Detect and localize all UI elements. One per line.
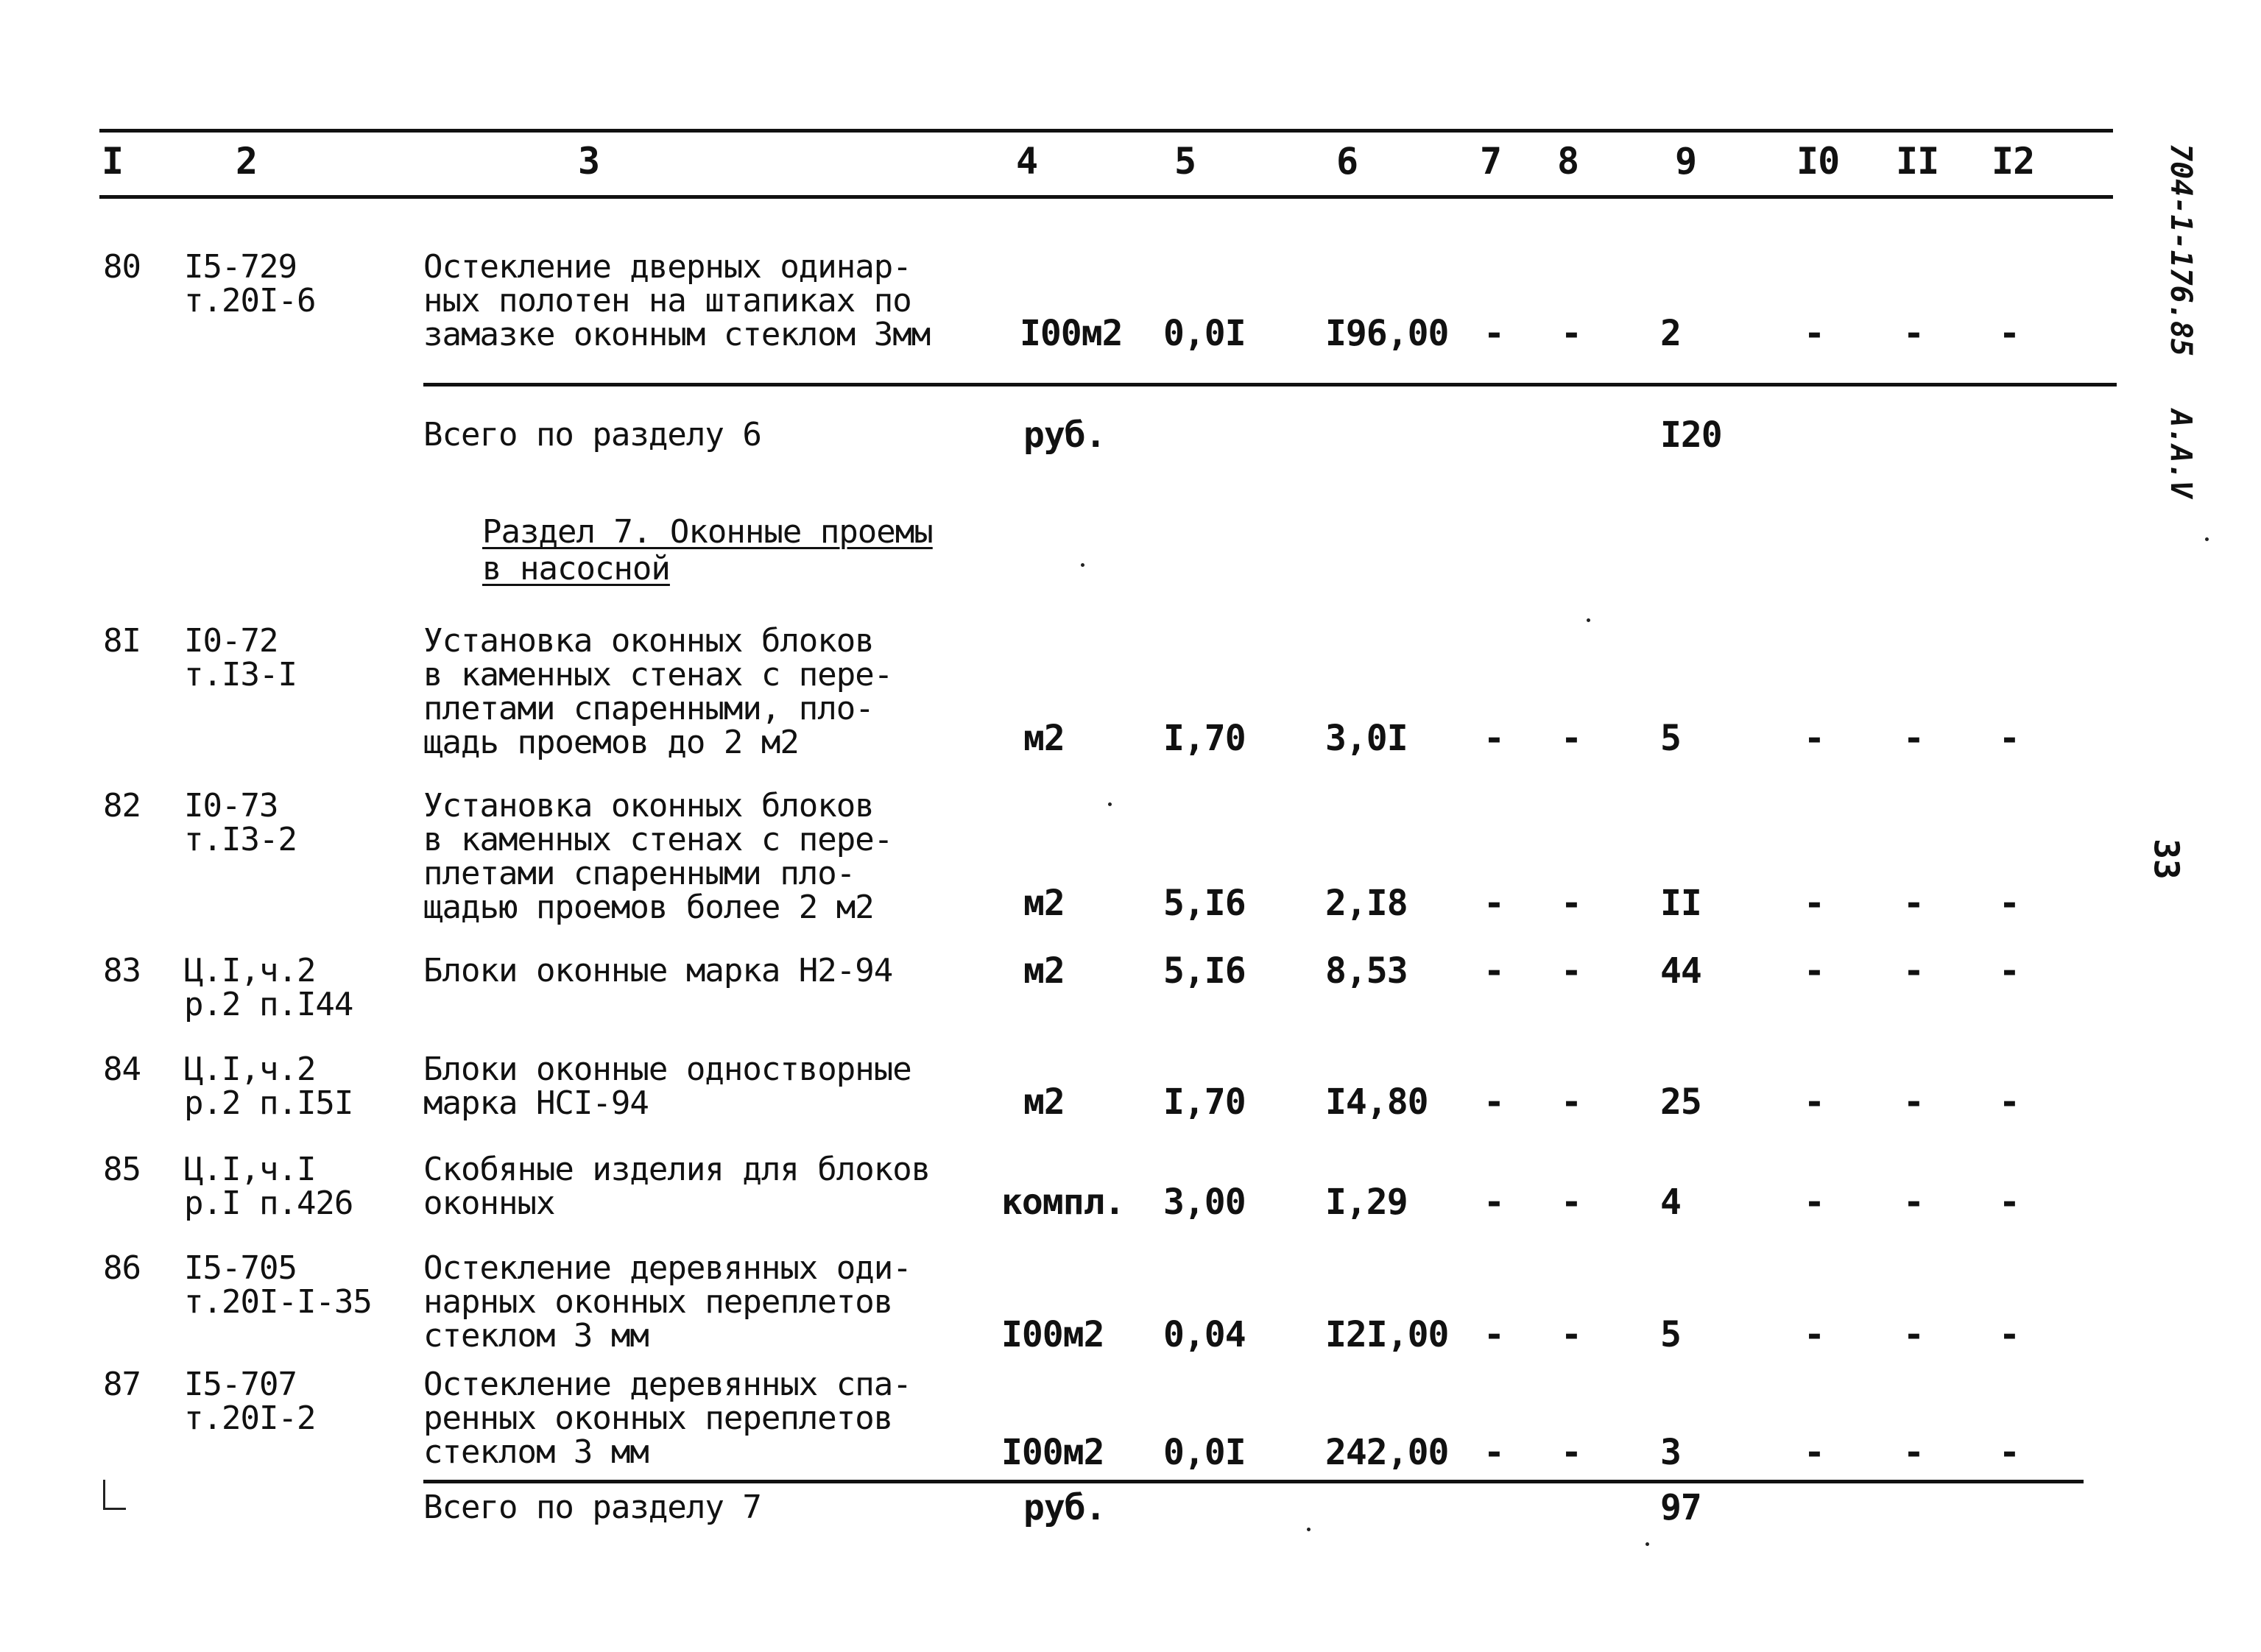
row-84-c8: - bbox=[1561, 1081, 1581, 1123]
row-87-c11: - bbox=[1903, 1432, 1924, 1473]
row-85-c12: - bbox=[1999, 1182, 2020, 1223]
row-84-unit: м2 bbox=[1023, 1081, 1065, 1123]
row-87-total: 3 bbox=[1660, 1432, 1681, 1473]
col-header-6: 6 bbox=[1336, 140, 1358, 183]
row-81-unit: м2 bbox=[1023, 718, 1065, 759]
row-84-price: I4,80 bbox=[1325, 1081, 1428, 1123]
section-6-total-label: Всего по разделу 6 bbox=[423, 416, 761, 453]
row-86-c12: - bbox=[1999, 1314, 2020, 1355]
section-6-total-value: I20 bbox=[1660, 414, 1722, 456]
col-header-3: 3 bbox=[578, 140, 600, 183]
row-85-c11: - bbox=[1903, 1182, 1924, 1223]
row-82-code: I0-73 т.I3-2 bbox=[184, 787, 297, 858]
row-87-c10: - bbox=[1804, 1432, 1824, 1473]
row-86-c10: - bbox=[1804, 1314, 1824, 1355]
margin-document-code: 704-1-176.85 А.А.V bbox=[2164, 144, 2198, 498]
row-82-c11: - bbox=[1903, 883, 1924, 924]
row-82-c10: - bbox=[1804, 883, 1824, 924]
row-80-c11: - bbox=[1903, 313, 1924, 354]
row-86-c8: - bbox=[1561, 1314, 1581, 1355]
row-84-desc: Блоки оконные одностворные марка НСI-94 bbox=[423, 1051, 911, 1122]
col-header-5: 5 bbox=[1174, 140, 1196, 183]
scan-speck bbox=[2205, 537, 2209, 541]
row-86-total: 5 bbox=[1660, 1314, 1681, 1355]
scan-speck bbox=[1587, 618, 1590, 622]
row-80-c8: - bbox=[1561, 313, 1581, 354]
corner-mark bbox=[103, 1480, 126, 1510]
row-87-price: 242,00 bbox=[1325, 1432, 1449, 1473]
row-87-c12: - bbox=[1999, 1432, 2020, 1473]
row-82-qty: 5,I6 bbox=[1163, 883, 1246, 924]
col-header-9: 9 bbox=[1675, 140, 1697, 183]
page-number: 33 bbox=[2146, 839, 2187, 880]
scan-speck bbox=[1108, 802, 1112, 806]
row-83-c11: - bbox=[1903, 950, 1924, 992]
scan-speck bbox=[1081, 563, 1084, 567]
top-rule bbox=[99, 129, 2113, 133]
row-85-c10: - bbox=[1804, 1182, 1824, 1223]
row-80-c7: - bbox=[1484, 313, 1504, 354]
row-81-total: 5 bbox=[1660, 718, 1681, 759]
row-80-desc: Остекление дверных одинар- ных полотен на штапиках по замазке оконным стеклом 3мм bbox=[423, 248, 931, 353]
section-7-total-value: 97 bbox=[1660, 1487, 1701, 1528]
col-header-11: II bbox=[1896, 140, 1939, 183]
row-83-c12: - bbox=[1999, 950, 2020, 992]
row-87-code: I5-707 т.20I-2 bbox=[184, 1366, 316, 1437]
row-83-desc: Блоки оконные марка Н2-94 bbox=[423, 952, 893, 989]
col-header-12: I2 bbox=[1992, 140, 2035, 183]
row-82-c7: - bbox=[1484, 883, 1504, 924]
row-82-no: 82 bbox=[103, 787, 141, 825]
row-81-no: 8I bbox=[103, 622, 141, 660]
row-83-qty: 5,I6 bbox=[1163, 950, 1246, 992]
row-83-code: Ц.I,ч.2 р.2 п.I44 bbox=[184, 952, 353, 1023]
row-85-no: 85 bbox=[103, 1151, 141, 1188]
row-80-qty: 0,0I bbox=[1163, 313, 1246, 354]
section-7-title-line2: в насосной bbox=[482, 550, 670, 587]
row-81-price: 3,0I bbox=[1325, 718, 1408, 759]
row-85-c7: - bbox=[1484, 1182, 1504, 1223]
row-81-c12: - bbox=[1999, 718, 2020, 759]
row-82-c12: - bbox=[1999, 883, 2020, 924]
col-header-1: I bbox=[102, 140, 124, 183]
row-82-total: II bbox=[1660, 883, 1701, 924]
row-82-unit: м2 bbox=[1023, 883, 1065, 924]
row-81-c8: - bbox=[1561, 718, 1581, 759]
header-rule bbox=[99, 195, 2113, 199]
row-83-c8: - bbox=[1561, 950, 1581, 992]
row-83-total: 44 bbox=[1660, 950, 1701, 992]
row-84-qty: I,70 bbox=[1163, 1081, 1246, 1123]
row-84-code: Ц.I,ч.2 р.2 п.I5I bbox=[184, 1051, 353, 1122]
row-80-c12: - bbox=[1999, 313, 2020, 354]
row-82-c8: - bbox=[1561, 883, 1581, 924]
row-80-total: 2 bbox=[1660, 313, 1681, 354]
row-86-desc: Остекление деревянных оди- нарных оконных переплетов стеклом 3 мм bbox=[423, 1249, 911, 1355]
row-87-c7: - bbox=[1484, 1432, 1504, 1473]
row-81-code: I0-72 т.I3-I bbox=[184, 622, 297, 693]
row-83-c10: - bbox=[1804, 950, 1824, 992]
col-header-2: 2 bbox=[236, 140, 258, 183]
row-85-desc: Скобяные изделия для блоков оконных bbox=[423, 1151, 931, 1222]
row-86-c11: - bbox=[1903, 1314, 1924, 1355]
section-6-subtotal-rule bbox=[423, 383, 2117, 386]
row-86-qty: 0,04 bbox=[1163, 1314, 1246, 1355]
row-85-unit: компл. bbox=[1001, 1182, 1125, 1223]
row-81-qty: I,70 bbox=[1163, 718, 1246, 759]
row-87-qty: 0,0I bbox=[1163, 1432, 1246, 1473]
col-header-7: 7 bbox=[1480, 140, 1502, 183]
row-80-code: I5-729 т.20I-6 bbox=[184, 248, 316, 320]
section-6-total-unit: руб. bbox=[1023, 414, 1106, 456]
row-86-c7: - bbox=[1484, 1314, 1504, 1355]
row-87-no: 87 bbox=[103, 1366, 141, 1403]
col-header-4: 4 bbox=[1016, 140, 1038, 183]
row-86-price: I2I,00 bbox=[1325, 1314, 1449, 1355]
row-80-unit: I00м2 bbox=[1020, 313, 1123, 354]
row-81-desc: Установка оконных блоков в каменных стенах с пере- плетами спаренными, пло- щадь проемов до 2 м2 bbox=[423, 622, 893, 761]
section-7-subtotal-rule bbox=[423, 1480, 2084, 1483]
section-7-title: Раздел 7. Оконные проемы bbox=[482, 513, 933, 551]
row-82-desc: Установка оконных блоков в каменных стенах с пере- плетами спаренными пло- щадью проемов более 2 м2 bbox=[423, 787, 893, 926]
row-85-code: Ц.I,ч.I р.I п.426 bbox=[184, 1151, 353, 1222]
row-83-price: 8,53 bbox=[1325, 950, 1408, 992]
row-81-c7: - bbox=[1484, 718, 1504, 759]
scan-speck bbox=[1307, 1528, 1311, 1531]
row-84-total: 25 bbox=[1660, 1081, 1701, 1123]
col-header-10: I0 bbox=[1796, 140, 1840, 183]
scan-speck bbox=[1646, 1542, 1649, 1546]
row-83-no: 83 bbox=[103, 952, 141, 989]
row-85-c8: - bbox=[1561, 1182, 1581, 1223]
row-81-c10: - bbox=[1804, 718, 1824, 759]
row-83-c7: - bbox=[1484, 950, 1504, 992]
row-80-c10: - bbox=[1804, 313, 1824, 354]
row-80-price: I96,00 bbox=[1325, 313, 1449, 354]
row-84-c11: - bbox=[1903, 1081, 1924, 1123]
row-81-c11: - bbox=[1903, 718, 1924, 759]
row-84-c7: - bbox=[1484, 1081, 1504, 1123]
col-header-8: 8 bbox=[1557, 140, 1579, 183]
row-85-qty: 3,00 bbox=[1163, 1182, 1246, 1223]
row-83-unit: м2 bbox=[1023, 950, 1065, 992]
row-87-unit: I00м2 bbox=[1001, 1432, 1104, 1473]
row-87-desc: Остекление деревянных спа- ренных оконных переплетов стеклом 3 мм bbox=[423, 1366, 911, 1471]
row-84-c12: - bbox=[1999, 1081, 2020, 1123]
row-82-price: 2,I8 bbox=[1325, 883, 1408, 924]
row-84-no: 84 bbox=[103, 1051, 141, 1088]
row-80-no: 80 bbox=[103, 248, 141, 286]
row-87-c8: - bbox=[1561, 1432, 1581, 1473]
row-84-c10: - bbox=[1804, 1081, 1824, 1123]
row-86-code: I5-705 т.20I-I-35 bbox=[184, 1249, 372, 1321]
section-7-total-label: Всего по разделу 7 bbox=[423, 1489, 761, 1526]
row-85-price: I,29 bbox=[1325, 1182, 1408, 1223]
row-85-total: 4 bbox=[1660, 1182, 1681, 1223]
row-86-unit: I00м2 bbox=[1001, 1314, 1104, 1355]
section-7-total-unit: руб. bbox=[1023, 1487, 1106, 1528]
row-86-no: 86 bbox=[103, 1249, 141, 1287]
